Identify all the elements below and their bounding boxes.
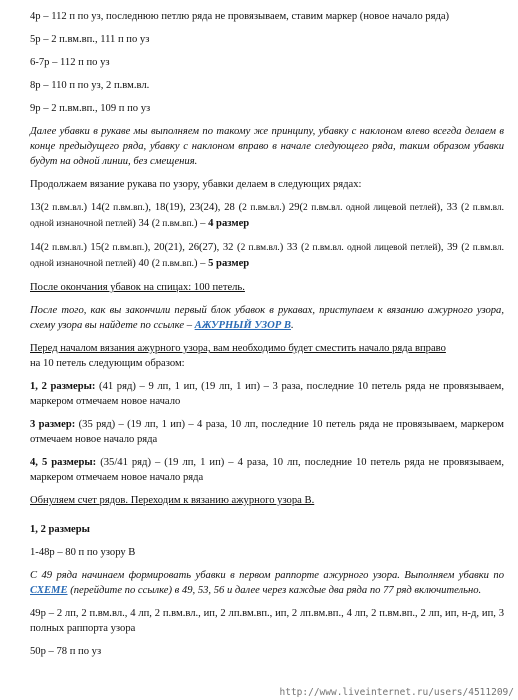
text-segment: ) 15( (83, 242, 105, 253)
size-4-decrease-rows (30, 200, 504, 232)
text-segment: ) – (193, 258, 209, 269)
row-50: 50р – 78 п по уз (30, 646, 102, 657)
lace-pattern-note (30, 303, 504, 333)
size-label: 3 размер: (30, 419, 76, 430)
row-5: 5р – 2 п.вм.вп., 111 п по уз (30, 34, 150, 45)
text-segment: ) – (193, 218, 209, 229)
stitch-abbrev: 2 п.вм.вп. (155, 259, 194, 269)
text-segment: ) 29( (281, 202, 304, 213)
text-segment: . (290, 320, 294, 331)
text-segment: (35 ряд) – (19 лп, 1 ип) – 4 раза, 10 лп, последние 10 петель ряда не провязываем, маркером отмечаем новое начало ряда (30, 419, 504, 445)
shift-rest-text: на 10 петель следующим образом: (30, 358, 185, 369)
scheme-link[interactable]: СХЕМЕ (30, 585, 68, 596)
size-label: 1, 2 размеры: (30, 381, 96, 392)
stitch-abbrev: 2 п.вм.вл. одной лицевой петлей (304, 243, 438, 253)
size-3-shift (30, 417, 504, 447)
text-segment: (41 ряд) – 9 лп, 1 ип, (19 лп, 1 ип) – 3 раза, последние 10 петель ряда не провязываем, маркером отмечаем новое начало (30, 381, 504, 407)
text-segment: ), 39 ( (437, 242, 465, 253)
sizes-1-2-shift (30, 379, 504, 409)
text-segment: 13( (30, 202, 45, 213)
text-segment: ) 14( (83, 202, 105, 213)
shift-underlined-text: Перед началом вязания ажурного узора, вам необходимо будет сместить начало ряда вправо (30, 343, 446, 354)
size-5-decrease-rows (30, 240, 504, 272)
row-6-7: 6-7р – 112 п по уз (30, 57, 110, 68)
text-segment: (перейдите по ссылке) в 49, 53, 56 и далее через каждые два ряда по 77 ряд включительно. (67, 585, 482, 596)
stitch-abbrev: 2 п.вм.вп. (104, 243, 145, 253)
stitch-count-after-decreases: После окончания убавок на спицах: 100 петель. (30, 282, 245, 293)
row-9: 9р – 2 п.вм.вп., 109 п по уз (30, 103, 151, 114)
row-49: 49р – 2 лп, 2 п.вм.вл., 4 лп, 2 п.вм.вл., ип, 2 лп.вм.вп., ип, 2 лп.вм.вп., 4 лп, 2 п.вм.вп., 2 лп, ип, н-д, ип, 3 полных раппорта узора (30, 608, 504, 634)
sizes-4-5-shift (30, 455, 504, 485)
sizes-1-2-heading: 1, 2 размеры (30, 524, 90, 535)
stitch-abbrev: 2 п.вм.вл. одной изнаночной петлей (30, 203, 504, 229)
decrease-principle-note: Далее убавки в рукаве мы выполняем по такому же принципу, убавку с наклоном влево всегда делаем в конце предыдущего ряда, убавку с наклоном вправо в начале следующего ряда, таким образом убавки будут на одной линии, без смещения. (30, 126, 504, 167)
size-label: 5 размер (208, 258, 250, 269)
stitch-abbrev: 2 п.вм.вп. (105, 203, 145, 213)
text-segment: 14( (30, 242, 45, 253)
lace-pattern-b-link[interactable]: АЖУРНЫЙ УЗОР В (194, 320, 291, 331)
stitch-abbrev: 2 п.вм.вл. одной изнаночной петлей (30, 243, 504, 269)
row-4: 4р – 112 п по уз, последнюю петлю ряда не провязываем, ставим маркер (новое начало ряда) (30, 11, 450, 22)
stitch-abbrev: 2 п.вм.вп. (155, 219, 194, 229)
text-segment: ), 18(19), 23(24), 28 ( (144, 202, 243, 213)
row-shift-instruction (30, 341, 504, 371)
stitch-abbrev: 2 п.вм.вл. (44, 203, 84, 213)
text-segment: С 49 ряда начинаем формировать убавки в первом раппорте ажурного узора. Выполняем убавки по (30, 570, 504, 581)
decrease-scheme-note (30, 568, 504, 598)
continue-sleeve-text: Продолжаем вязание рукава по узору, убавки делаем в следующих рядах: (30, 179, 362, 190)
rows-1-48: 1-48р – 80 п по узору В (30, 547, 136, 558)
size-label: 4 размер (208, 218, 250, 229)
stitch-abbrev: 2 п.вм.вл. (240, 243, 280, 253)
text-segment: ) 33 ( (279, 242, 305, 253)
text-segment: (35/41 ряд) – (19 лп, 1 ип) – 4 раза, 10 лп, последние 10 петель ряда не провязываем, маркером отмечаем новое начало ряда (30, 457, 504, 483)
text-segment: ), 33 ( (436, 202, 465, 213)
text-segment: После того, как вы закончили первый блок убавок в рукавах, приступаем к вязанию ажурного узора, схему узора вы найдете по ссылке – (30, 305, 504, 331)
row-8: 8р – 110 п по уз, 2 п.вм.вл. (30, 80, 150, 91)
size-label: 4, 5 размеры: (30, 457, 97, 468)
watermark-url: http://www.liveinternet.ru/users/4511209/ (279, 687, 514, 698)
stitch-abbrev: 2 п.вм.вл. (44, 243, 84, 253)
stitch-abbrev: 2 п.вм.вл. (242, 203, 282, 213)
stitch-abbrev: 2 п.вм.вл. одной лицевой петлей (303, 203, 437, 213)
text-segment: ) 40 ( (132, 258, 156, 269)
reset-row-count: Обнуляем счет рядов. Переходим к вязанию ажурного узора В. (30, 495, 315, 506)
text-segment: ), 20(21), 26(27), 32 ( (144, 242, 241, 253)
text-segment: ) 34 ( (132, 218, 156, 229)
